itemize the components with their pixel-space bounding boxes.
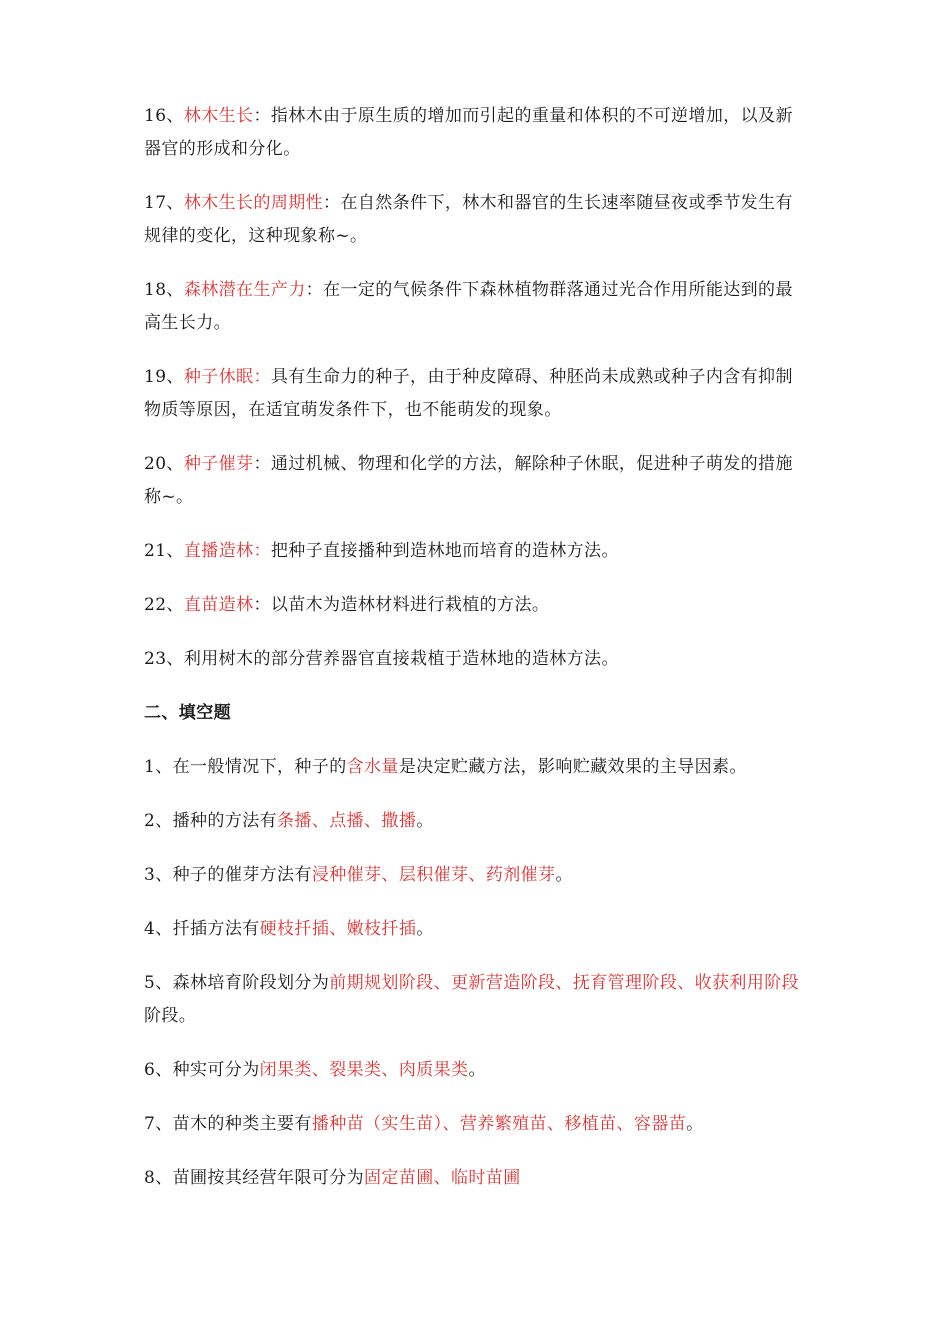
- answer-text: 条播、点播、撒播: [277, 811, 417, 831]
- fill-item-1: [144, 751, 809, 784]
- item-number: 1、: [144, 757, 173, 777]
- item-number: 21、: [144, 541, 184, 561]
- definition-text: 具有生命力的种子，由于种皮障碍、种胚尚未成熟或种子内含有抑制物质等原因，在适宜萌发条件下，也不能萌发的现象。: [144, 367, 793, 420]
- term: 直苗造林: [183, 595, 254, 615]
- fill-item-3: [144, 859, 809, 892]
- item-number: 6、: [144, 1060, 173, 1080]
- item-number: 22、: [144, 595, 184, 615]
- question-text: 种子的催芽方法有: [172, 865, 312, 885]
- answer-text: 浸种催芽、层积催芽、药剂催芽: [311, 865, 556, 885]
- definition-item-20: [144, 448, 809, 514]
- item-number: 16、: [144, 106, 184, 126]
- term: 林木生长: [183, 106, 254, 126]
- fill-item-2: [144, 805, 809, 838]
- fill-item-6: [144, 1054, 809, 1087]
- question-text-after: 。: [468, 1060, 486, 1080]
- item-number: 4、: [144, 919, 173, 939]
- definition-text: 指林木由于原生质的增加而引起的重量和体积的不可逆增加，以及新器官的形成和分化。: [144, 106, 793, 159]
- question-text-after: 阶段。: [144, 1006, 197, 1026]
- fill-item-7: [144, 1108, 809, 1141]
- item-number: 19、: [144, 367, 184, 387]
- item-number: 20、: [144, 454, 184, 474]
- item-number: 5、: [144, 973, 173, 993]
- definition-item-16: [144, 100, 809, 166]
- definition-text: 以苗木为造林材料进行栽植的方法。: [270, 595, 550, 615]
- term-separator: ：: [323, 193, 341, 213]
- definition-item-18: [144, 274, 809, 340]
- question-text-after: 。: [416, 811, 434, 831]
- question-text-after: 。: [555, 865, 573, 885]
- definition-text: 在自然条件下，林木和器官的生长速率随昼夜或季节发生有规律的变化，这种现象称~。: [144, 193, 793, 246]
- answer-text: 前期规划阶段、更新营造阶段、抚育管理阶段、收获利用阶段: [329, 973, 800, 993]
- item-number: 7、: [144, 1114, 173, 1134]
- question-text: 森林培育阶段划分为: [172, 973, 330, 993]
- term: 种子休眠：: [183, 367, 271, 387]
- definition-text: 在一定的气候条件下森林植物群落通过光合作用所能达到的最高生长力。: [144, 280, 793, 333]
- definition-item-23: [144, 643, 809, 676]
- section-title: 二、填空题: [144, 703, 231, 723]
- item-number: 3、: [144, 865, 173, 885]
- definition-item-17: [144, 187, 809, 253]
- item-number: 17、: [144, 193, 184, 213]
- answer-text: 硬枝扦插、嫩枝扦插: [259, 919, 417, 939]
- question-text: 苗圃按其经营年限可分为: [172, 1168, 365, 1188]
- answer-text: 固定苗圃、临时苗圃: [364, 1168, 521, 1188]
- fill-item-4: [144, 913, 809, 946]
- question-text: 扦插方法有: [172, 919, 260, 939]
- term-separator: ：: [253, 454, 271, 474]
- question-text: 苗木的种类主要有: [172, 1114, 312, 1134]
- item-number: 18、: [144, 280, 184, 300]
- question-text-after: 是决定贮藏方法，影响贮藏效果的主导因素。: [398, 757, 747, 777]
- document-page: [144, 100, 809, 1216]
- definition-item-21: [144, 535, 809, 568]
- item-number: 8、: [144, 1168, 173, 1188]
- item-number: 2、: [144, 811, 173, 831]
- term-separator: ：: [305, 280, 324, 300]
- fill-item-5: [144, 967, 809, 1033]
- answer-text: 播种苗（实生苗）、营养繁殖苗、移植苗、容器苗: [311, 1114, 687, 1134]
- term: 林木生长的周期性: [183, 193, 324, 213]
- question-text: 播种的方法有: [172, 811, 278, 831]
- question-text-after: 。: [416, 919, 434, 939]
- term: 森林潜在生产力: [183, 280, 306, 300]
- item-number: 23、: [144, 649, 184, 669]
- definition-item-22: [144, 589, 809, 622]
- question-text-after: 。: [686, 1114, 704, 1134]
- answer-text: 闭果类、裂果类、肉质果类: [259, 1060, 469, 1080]
- question-text: 在一般情况下，种子的: [172, 757, 347, 777]
- question-text: 种实可分为: [172, 1060, 260, 1080]
- definition-item-19: [144, 361, 809, 427]
- term: 种子催芽: [183, 454, 254, 474]
- answer-text: 含水量: [346, 757, 399, 777]
- term: 直播造林：: [183, 541, 271, 561]
- definition-text: 通过机械、物理和化学的方法，解除种子休眠，促进种子萌发的措施称~。: [144, 454, 793, 507]
- term-separator: ：: [253, 595, 271, 615]
- fill-item-8: [144, 1162, 809, 1195]
- definition-text: 利用树木的部分营养器官直接栽植于造林地的造林方法。: [183, 649, 619, 669]
- definition-text: 把种子直接播种到造林地而培育的造林方法。: [270, 541, 619, 561]
- term-separator: ：: [253, 106, 271, 126]
